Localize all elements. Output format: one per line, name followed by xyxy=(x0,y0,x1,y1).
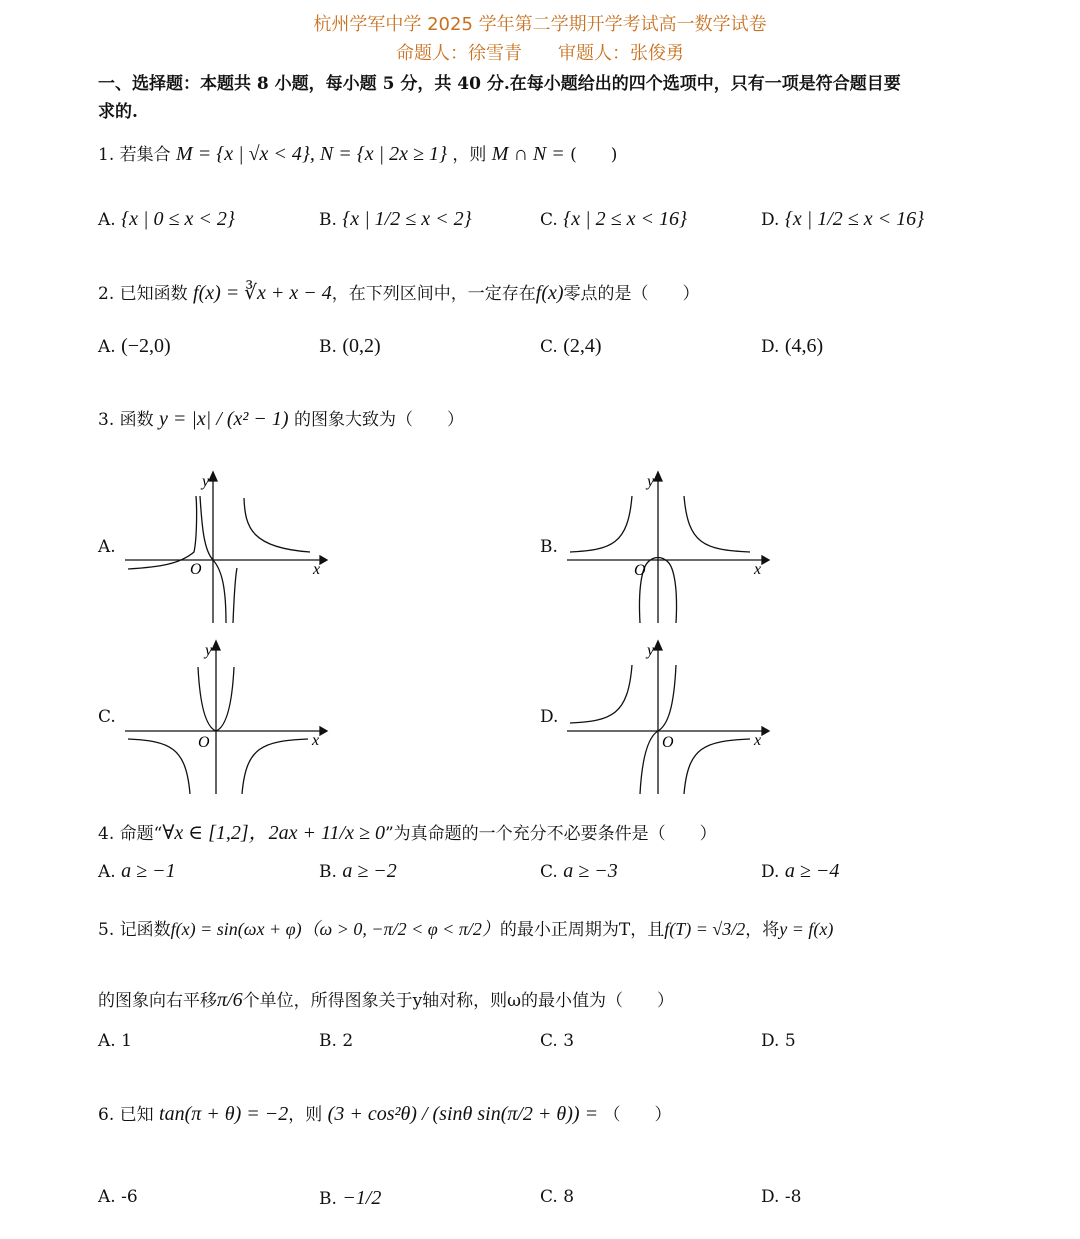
q6-option-a xyxy=(98,1187,138,1207)
question-text: 的最小正周期为T，且 xyxy=(499,920,665,940)
option-value: 3 xyxy=(563,1031,575,1051)
question-math: M ∩ N = xyxy=(491,143,565,165)
x-axis-arrow xyxy=(320,727,327,735)
question-math: π/6 xyxy=(217,989,243,1011)
q2-option-c xyxy=(540,335,602,358)
question-1 xyxy=(98,140,617,166)
option-value: -8 xyxy=(784,1187,802,1207)
option-label: B. xyxy=(319,1189,337,1209)
question-5 xyxy=(98,915,833,941)
curve-left xyxy=(570,496,632,552)
curve-left xyxy=(128,496,197,569)
x-axis-arrow xyxy=(320,556,327,564)
q1-option-b xyxy=(319,208,472,231)
q4-option-a xyxy=(98,860,176,883)
answer-paren: （ ） xyxy=(603,1105,672,1125)
y-label: y xyxy=(202,473,210,490)
question-math: tan(π + θ) = −2 xyxy=(159,1103,289,1125)
option-math: (4,6) xyxy=(784,335,824,357)
question-text: 的图象大致为（ ） xyxy=(293,410,464,430)
y-label: y xyxy=(205,642,213,659)
question-number: 3. xyxy=(98,410,115,430)
question-text: 的图象向右平移 xyxy=(98,991,217,1011)
question-text: 已知 xyxy=(119,1105,154,1125)
question-text: ，则 xyxy=(288,1105,323,1125)
q5-option-a xyxy=(98,1031,132,1051)
question-math: ∀x ∈ [1,2]，2ax + 11/x ≥ 0 xyxy=(162,822,385,844)
option-math: (−2,0) xyxy=(121,335,171,357)
option-math: a ≥ −3 xyxy=(563,860,618,882)
q6-option-d xyxy=(761,1187,801,1207)
option-label: B. xyxy=(319,862,337,882)
question-text: ，在下列区间中，一定存在 xyxy=(331,284,536,304)
y-axis-arrow xyxy=(212,641,220,650)
question-text: 函数 xyxy=(119,410,154,430)
option-label: D. xyxy=(761,1187,780,1207)
question-math: f(x) xyxy=(535,282,564,304)
question-text: ，则 xyxy=(452,145,487,165)
question-math: M = {x | √x < 4}, N = {x | 2x ≥ 1} xyxy=(176,143,447,165)
option-value: 5 xyxy=(784,1031,796,1051)
y-axis-arrow xyxy=(654,641,662,650)
origin-label: O xyxy=(198,734,210,751)
graph-d xyxy=(562,637,772,797)
origin-label: O xyxy=(662,734,674,751)
q6-option-b xyxy=(319,1187,381,1210)
q3-option-b-label: B. xyxy=(540,537,558,557)
q4-option-b xyxy=(319,860,397,883)
q3-option-c-label: C. xyxy=(98,707,116,727)
section-heading-line1: 一、选择题：本题共 8 小题，每小题 5 分，共 40 分.在每小题给出的四个选项中，只有一项是符合题目要 xyxy=(98,74,901,94)
option-label: A. xyxy=(98,1187,116,1207)
x-label: x xyxy=(312,732,320,749)
x-axis-arrow xyxy=(762,556,769,564)
option-label: D. xyxy=(761,862,780,882)
question-text: ，将 xyxy=(745,920,780,940)
q5-option-c xyxy=(540,1031,574,1051)
graph-c xyxy=(120,637,330,797)
q3-option-a-label: A. xyxy=(98,537,116,557)
exam-title: 杭州学军中学 2025 学年第二学期开学考试高一数学试卷 xyxy=(313,14,767,35)
origin-label: O xyxy=(190,561,202,578)
question-text: 零点的是（ ） xyxy=(563,284,700,304)
question-math: f(T) = √3/2 xyxy=(664,919,746,939)
graph-b xyxy=(562,468,772,628)
question-number: 1. xyxy=(98,145,115,165)
q1-option-a xyxy=(98,208,235,231)
option-math: {x | 1/2 ≤ x < 2} xyxy=(342,208,472,230)
option-math: a ≥ −4 xyxy=(784,860,840,882)
option-label: A. xyxy=(98,337,116,357)
question-6 xyxy=(98,1100,671,1126)
option-math: a ≥ −2 xyxy=(342,860,397,882)
x-label: x xyxy=(754,732,762,749)
question-5-line2 xyxy=(98,986,674,1012)
question-text: 记函数 xyxy=(119,920,171,940)
option-label: C. xyxy=(540,862,558,882)
y-label: y xyxy=(647,642,655,659)
q5-option-d xyxy=(761,1031,796,1051)
x-label: x xyxy=(313,561,321,578)
option-value: 8 xyxy=(563,1187,575,1207)
option-label: D. xyxy=(761,210,780,230)
answer-paren: ( ) xyxy=(570,145,618,165)
question-number: 5. xyxy=(98,920,115,940)
option-value: -6 xyxy=(121,1187,138,1207)
option-label: C. xyxy=(540,1031,558,1051)
option-math: a ≥ −1 xyxy=(121,860,176,882)
option-label: A. xyxy=(98,210,116,230)
graph-a xyxy=(120,468,330,628)
option-label: C. xyxy=(540,210,558,230)
q6-option-c xyxy=(540,1187,574,1207)
q3-option-d-label: D. xyxy=(540,707,559,727)
y-label: y xyxy=(647,473,655,490)
question-4 xyxy=(98,816,717,845)
curve-middle-right xyxy=(233,568,237,623)
q4-option-c xyxy=(540,860,618,883)
option-label: A. xyxy=(98,1031,116,1051)
x-axis-arrow xyxy=(762,727,769,735)
question-text: 若集合 xyxy=(119,145,171,165)
option-label: C. xyxy=(540,1187,558,1207)
question-math: f(x) = sin(ωx + φ)（ω > 0, −π/2 < φ < π/2） xyxy=(170,919,500,939)
origin-label: O xyxy=(634,562,646,579)
option-math: {x | 1/2 ≤ x < 16} xyxy=(784,208,925,230)
option-math: (2,4) xyxy=(563,335,602,357)
y-axis-arrow xyxy=(654,472,662,481)
curve-right xyxy=(684,496,750,552)
x-label: x xyxy=(754,561,762,578)
q2-option-d xyxy=(761,335,823,358)
q2-option-a xyxy=(98,335,171,358)
option-math: {x | 2 ≤ x < 16} xyxy=(563,208,687,230)
curve-right xyxy=(244,498,310,552)
q2-option-b xyxy=(319,335,381,358)
option-label: A. xyxy=(98,862,116,882)
option-math: −1/2 xyxy=(342,1187,382,1209)
option-label: D. xyxy=(761,337,780,357)
question-math: f(x) = ∛x + x − 4 xyxy=(193,282,332,304)
question-math: y = |x| / (x² − 1) xyxy=(159,408,289,430)
question-text: 已知函数 xyxy=(119,284,188,304)
q5-option-b xyxy=(319,1031,353,1051)
option-label: D. xyxy=(761,1031,780,1051)
option-label: B. xyxy=(319,1031,337,1051)
q1-option-c xyxy=(540,208,687,231)
question-number: 4. xyxy=(98,824,115,844)
curve-right xyxy=(242,739,308,794)
question-3 xyxy=(98,405,464,431)
question-number: 2. xyxy=(98,284,115,304)
option-math: (0,2) xyxy=(342,335,381,357)
q1-option-d xyxy=(761,208,924,231)
question-text: 命题“ xyxy=(119,824,163,844)
option-math: {x | 0 ≤ x < 2} xyxy=(121,208,235,230)
exam-authors: 命题人：徐雪青 审题人：张俊勇 xyxy=(396,43,684,64)
option-label: B. xyxy=(319,337,337,357)
q4-option-d xyxy=(761,860,839,883)
option-label: B. xyxy=(319,210,337,230)
curve-left xyxy=(128,739,190,794)
question-text: 个单位，所得图象关于y轴对称，则ω的最小值为（ ） xyxy=(242,991,675,1011)
curve-left xyxy=(570,665,632,723)
question-text: ”为真命题的一个充分不必要条件是（ ） xyxy=(384,824,717,844)
question-number: 6. xyxy=(98,1105,115,1125)
question-2 xyxy=(98,279,700,305)
option-label: C. xyxy=(540,337,558,357)
section-heading-line2: 求的. xyxy=(98,102,138,122)
option-value: 2 xyxy=(342,1031,354,1051)
y-axis-arrow xyxy=(209,472,217,481)
curve-right xyxy=(684,739,750,794)
question-math: (3 + cos²θ) / (sinθ sin(π/2 + θ)) = xyxy=(327,1103,599,1125)
option-value: 1 xyxy=(121,1031,132,1051)
question-math: y = f(x) xyxy=(779,919,834,939)
